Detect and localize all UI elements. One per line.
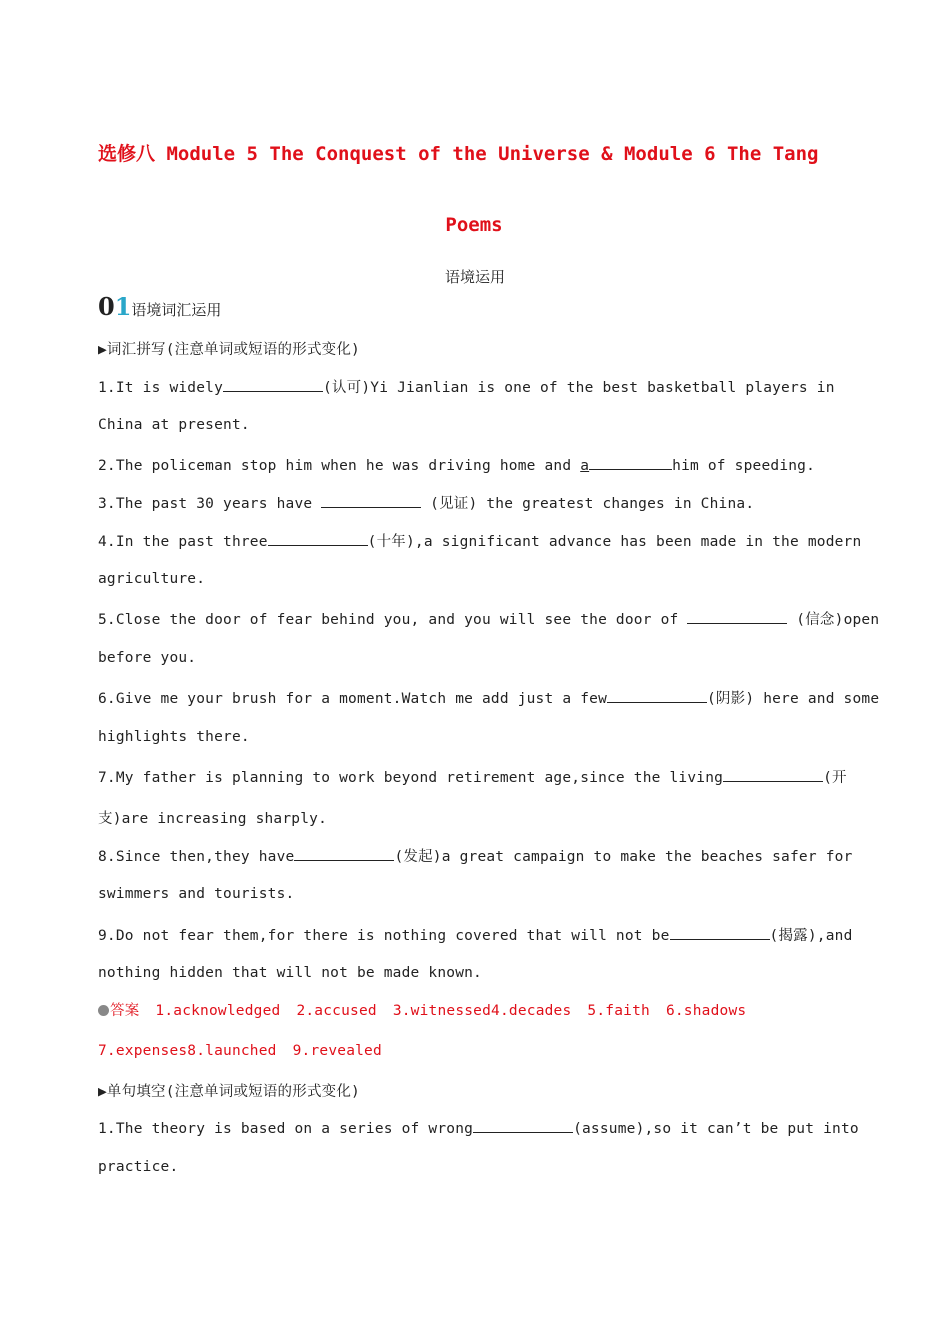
- question-4-cont: agriculture.: [98, 571, 206, 587]
- question-8-cont: swimmers and tourists.: [98, 886, 295, 902]
- subtitle: 语境运用: [444, 268, 505, 286]
- section-label: 语境词汇运用: [131, 301, 222, 319]
- answer-key-line-1: [98, 999, 858, 1020]
- answer-blank[interactable]: [268, 531, 368, 546]
- question-9-cont: nothing hidden that will not be made known.: [98, 965, 482, 981]
- question-1: 1.It is widely (认可)Yi Jianlian is one of the best basketball players in: [98, 376, 858, 397]
- document-title-line-1: 选修八 Module 5 The Conquest of the Universe & Module 6 The Tang: [98, 143, 819, 165]
- question-1-cont: China at present.: [98, 417, 250, 433]
- answer-key-line-2: [98, 1043, 858, 1059]
- part1-heading: ▶词汇拼写(注意单词或短语的形式变化): [98, 342, 360, 358]
- answer-1: 1.acknowledged: [155, 1003, 281, 1019]
- answer-blank[interactable]: [294, 846, 394, 861]
- section-heading: [98, 292, 221, 321]
- answer-3-4: 3.witnessed4.decades: [392, 1003, 572, 1019]
- answer-bullet-icon: [98, 1005, 109, 1016]
- question-8: 8.Since then,they have (发起)a great campaign to make the beaches safer for: [98, 845, 858, 866]
- question-2: 2.The policeman stop him when he was driving home and a him of speeding.: [98, 455, 858, 474]
- question-7-cont: 支)are increasing sharply.: [98, 811, 328, 827]
- answer-blank[interactable]: [687, 609, 787, 624]
- question-6: 6.Give me your brush for a moment.Watch me add just a few (阴影) here and some: [98, 687, 858, 708]
- answer-5: 5.faith: [587, 1003, 650, 1019]
- part2-heading: ▶单句填空(注意单词或短语的形式变化): [98, 1084, 360, 1100]
- answer-blank[interactable]: [607, 688, 707, 703]
- answer-blank[interactable]: [321, 493, 421, 508]
- initial-letter-hint: a: [580, 458, 590, 474]
- answer-blank[interactable]: [670, 925, 770, 940]
- answer-2: 2.accused: [296, 1003, 377, 1019]
- section-number-digit-1: 1: [114, 292, 132, 321]
- question-3: 3.The past 30 years have (见证) the greatest changes in China.: [98, 492, 858, 513]
- question-5-cont: before you.: [98, 650, 197, 666]
- question-7: 7.My father is planning to work beyond retirement age,since the living (开: [98, 766, 858, 787]
- answer-blank[interactable]: [723, 767, 823, 782]
- answer-9: 9.revealed: [292, 1043, 382, 1059]
- answer-blank[interactable]: [473, 1118, 573, 1133]
- question-4: 4.In the past three (十年),a significant advance has been made in the modern: [98, 530, 858, 551]
- part2-question-1: 1.The theory is based on a series of wrong (assume),so it can’t be put into: [98, 1118, 858, 1137]
- section-number-digit-0: 0: [98, 292, 115, 321]
- part2-question-1-cont: practice.: [98, 1159, 179, 1175]
- question-5: 5.Close the door of fear behind you, and you will see the door of (信念)open: [98, 608, 858, 629]
- answer-blank[interactable]: [589, 455, 672, 470]
- question-9: 9.Do not fear them,for there is nothing covered that will not be (揭露),and: [98, 924, 858, 945]
- answer-label: 答案: [110, 1003, 140, 1019]
- document-title-line-2: Poems: [445, 214, 503, 236]
- answer-7-8: 7.expenses8.launched: [98, 1043, 277, 1059]
- question-6-cont: highlights there.: [98, 729, 250, 745]
- answer-6: 6.shadows: [665, 1003, 747, 1019]
- answer-blank[interactable]: [223, 377, 323, 392]
